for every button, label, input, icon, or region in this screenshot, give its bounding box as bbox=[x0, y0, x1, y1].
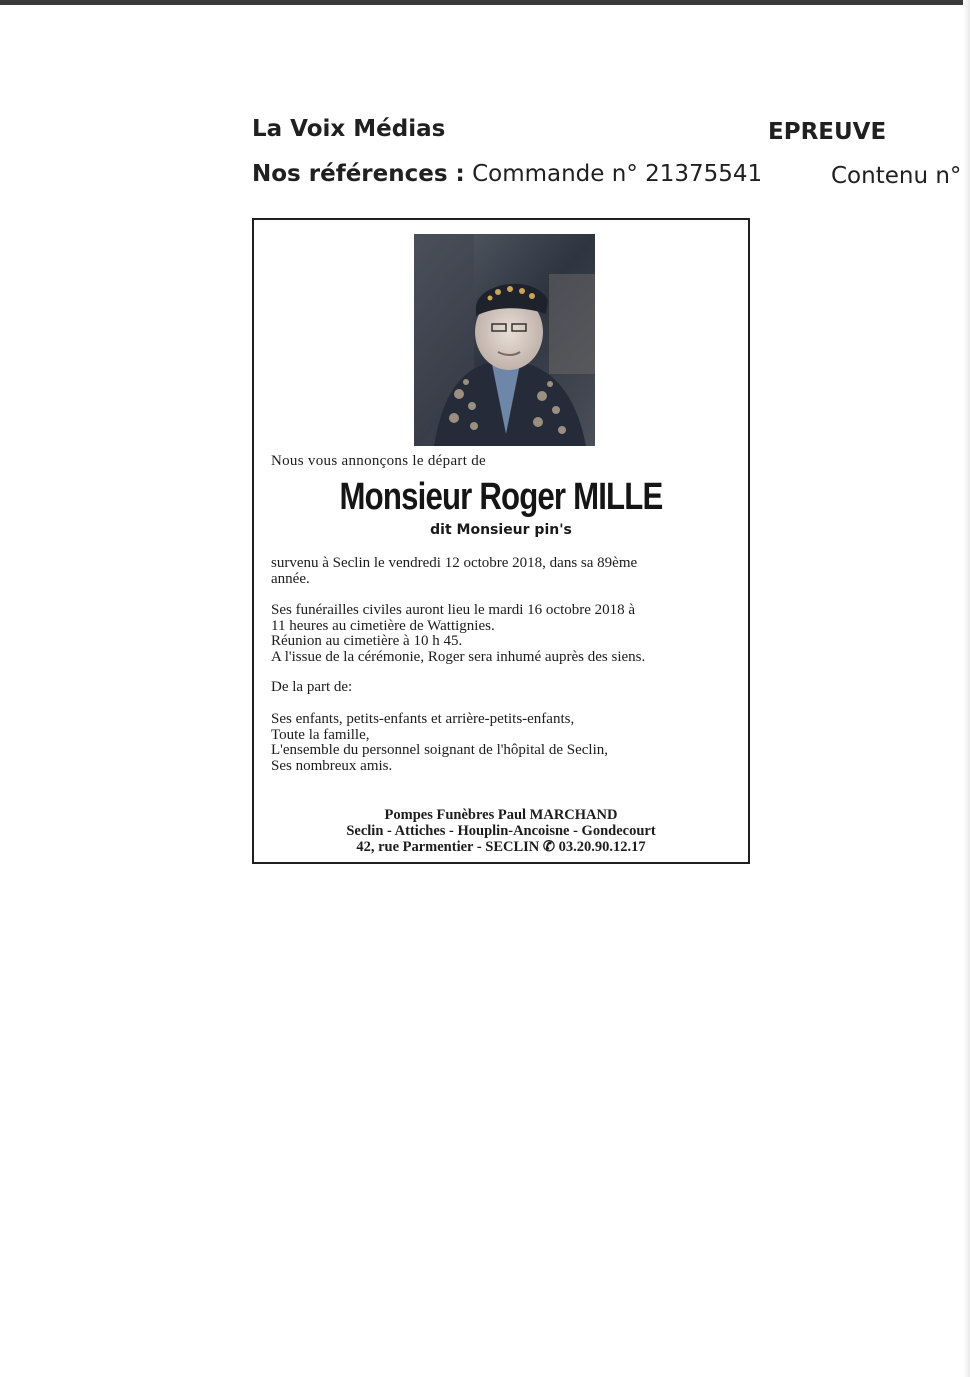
text-line: Ses nombreux amis. bbox=[271, 757, 393, 774]
portrait-photo-icon bbox=[414, 234, 595, 446]
text-line: L'ensemble du personnel soignant de l'hôpital de Seclin, bbox=[271, 742, 608, 758]
text-line: survenu à Seclin le vendredi 12 octobre 2018, dans sa 89ème bbox=[271, 555, 638, 571]
from-label bbox=[271, 680, 739, 696]
order-reference bbox=[252, 161, 762, 187]
funeral-home-locations: Seclin - Attiches - Houplin-Ancoisne - Gondecourt bbox=[346, 823, 656, 839]
proof-label: EPREUVE bbox=[768, 119, 887, 145]
funeral-details bbox=[271, 603, 739, 665]
family-list bbox=[271, 712, 739, 774]
deceased-alias: dit Monsieur pin's bbox=[430, 522, 572, 538]
portrait-photo bbox=[414, 234, 595, 446]
scan-right-edge bbox=[963, 0, 970, 1377]
publisher-name: La Voix Médias bbox=[252, 116, 446, 142]
funeral-home-name: Pompes Funèbres Paul MARCHAND bbox=[384, 807, 618, 823]
funeral-home-address: 42, rue Parmentier - SECLIN ✆ 03.20.90.12.17 bbox=[356, 839, 646, 855]
text-line: Toute la famille, bbox=[271, 726, 370, 743]
references-label: Nos références : bbox=[252, 161, 465, 187]
content-number-label: Contenu n° bbox=[831, 163, 962, 189]
obituary-notice bbox=[252, 218, 750, 864]
text-line: Réunion au cimetière à 10 h 45. bbox=[271, 633, 463, 649]
deceased-name: Monsieur Roger MILLE bbox=[339, 476, 663, 518]
text-line: Ses funérailles civiles auront lieu le mardi 16 octobre 2018 à bbox=[271, 602, 636, 618]
intro-text: Nous vous annonçons le départ de bbox=[271, 453, 486, 469]
funeral-home-info bbox=[254, 807, 748, 855]
scan-top-edge bbox=[0, 0, 970, 5]
text-line: 11 heures au cimetière de Wattignies. bbox=[271, 617, 495, 634]
text-line: De la part de: bbox=[271, 679, 353, 695]
text-line: A l'issue de la cérémonie, Roger sera inhumé auprès des siens. bbox=[271, 648, 646, 665]
death-details bbox=[271, 556, 739, 587]
text-line: Ses enfants, petits-enfants et arrière-petits-enfants, bbox=[271, 711, 575, 727]
text-line: année. bbox=[271, 570, 310, 587]
order-number: Commande n° 21375541 bbox=[472, 161, 763, 187]
